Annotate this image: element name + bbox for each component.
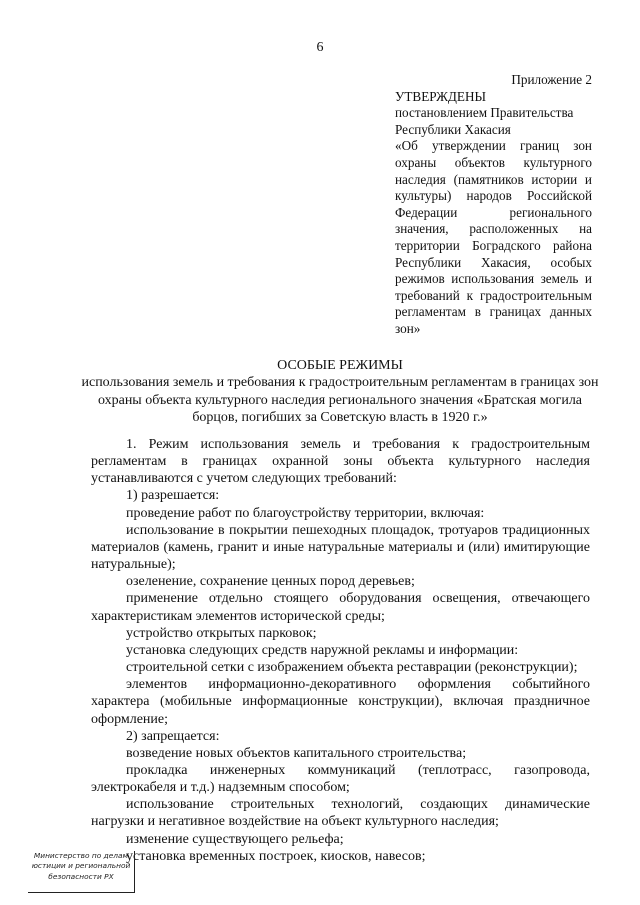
allowed-item: элементов информационно-декоративного оформления событийного характера (мобильные информационные конструкции), включая праздничное оформление; [91, 677, 590, 727]
allowed-item: устройство открытых парковок; [126, 625, 317, 641]
page-number: 6 [316, 40, 324, 55]
decree-title: «Об утверждении границ зон охраны объектов культурного наследия (памятников истории и культуры) народов Российской Федерации регионального значения, расположенных на территории Боградского района Республики Хакасия, особых режимов использования земель и требований к градостроительным регламентам в границах данных зон» [395, 138, 592, 336]
forbidden-item: возведение новых объектов капитального строительства; [126, 745, 467, 761]
forbidden-item: прокладка инженерных коммуникаций (теплотрасс, газопровода, электрокабеля и т.д.) надземным способом; [91, 762, 590, 796]
ministry-stamp [28, 851, 135, 893]
approval-line-1: постановлением Правительства [395, 105, 574, 121]
allowed-heading: 1) разрешается: [126, 488, 220, 504]
allowed-item: установка следующих средств наружной рекламы и информации: [126, 642, 519, 658]
document-title: ОСОБЫЕ РЕЖИМЫ [277, 358, 403, 373]
allowed-item: строительной сетки с изображением объекта реставрации (реконструкции); [126, 660, 578, 676]
document-subtitle: использования земель и требования к градостроительным регламентам в границах зон охраны объекта культурного наследия регионального значения «Братская могила борцов, погибших за Советскую власть в 1920 г.» [81, 375, 599, 425]
approval-heading: УТВЕРЖДЕНЫ [395, 88, 487, 104]
document-title-block [80, 357, 600, 426]
allowed-item: применение отдельно стоящего оборудования освещения, отвечающего характеристикам элементов исторической среды; [91, 591, 590, 624]
paragraph-1: 1. Режим использования земель и требования к градостроительным регламентам в границах охранной зоны объекта культурного наследия устанавливаются с учетом следующих требований: [91, 437, 590, 487]
stamp-line-2: юстиции и региональной [31, 861, 131, 871]
stamp-line-1: Министерство по делам [33, 851, 129, 860]
approval-line-2: Республики Хакасия [395, 121, 511, 137]
forbidden-item: установка временных построек, киосков, навесов; [126, 848, 426, 864]
allowed-item: озеленение, сохранение ценных пород деревьев; [126, 574, 415, 590]
stamp-line-3: безопасности РХ [48, 871, 114, 881]
forbidden-item: изменение существующего рельефа; [126, 831, 344, 847]
allowed-item: использование в покрытии пешеходных площадок, тротуаров традиционных материалов (камень, гранит и иные натуральные материалы и (или) имитирующие натуральные); [91, 522, 590, 573]
approval-block [395, 72, 592, 338]
forbidden-heading: 2) запрещается: [126, 728, 220, 744]
document-body [91, 436, 590, 865]
allowed-item: проведение работ по благоустройству территории, включая: [126, 505, 485, 521]
forbidden-item: использование строительных технологий, создающих динамические нагрузки и негативное воздействие на объект культурного наследия; [91, 797, 590, 830]
appendix-label: Приложение 2 [511, 72, 592, 87]
